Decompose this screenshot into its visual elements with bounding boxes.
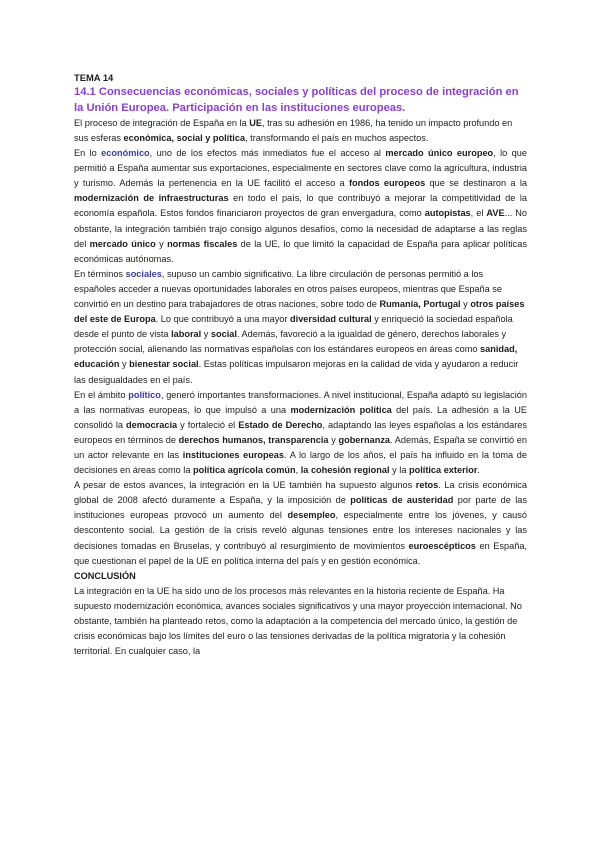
economic-keyword: económico: [101, 148, 150, 159]
political-paragraph: En el ámbito político, generó importantes transformaciones. A nivel institucional, España adaptó su legislación a las normativas europeas, lo que impulsó a una modernización política del país. La adhesión a la UE consolidó la democracia y fortaleció el Estado de Derecho, adaptando las leyes españolas a los estándares europeos en términos de derechos humanos, transparencia y gobernanza. Además, España se convirtió en un actor relevante en las instituciones europeas. A lo largo de los años, el país ha influido en la toma de decisiones en áreas como la política agrícola común, la cohesión regional y la política exterior.: [74, 389, 528, 476]
economic-paragraph: En lo económico, uno de los efectos más inmediatos fue el acceso al mercado único europeo, lo que permitió a España aumentar sus exportaciones, especialmente en sectores clave como la agricultura, industria y turismo. Además la pertenencia en la UE facilitó el acceso a fondos europeos que se destinaron a la modernización de infraestructuras en todo el país, lo que contribuyó a mejorar la competitividad de la economía española. Estos fondos financiaron proyectos de gran envergadura, como autopistas, el AVE... No obstante, la integración también trajo consigo algunos desafíos, como la necesidad de adaptarse a las reglas del mercado único y normas fiscales de la UE, lo que limitó la capacidad de España para aplicar políticas económicas autónomas.: [74, 148, 527, 264]
conclusion-heading: CONCLUSIÓN: [74, 570, 136, 581]
section-title: 14.1 Consecuencias económicas, sociales y políticas del proceso de integración en la Unión Europea. Participación en las instituciones europeas.: [74, 86, 519, 114]
social-paragraph: En términos sociales, supuso un cambio significativo. La libre circulación de personas permitió a los españoles acceder a nuevas oportunidades laborales en otros países europeos, mientras que España se convirtió en un destino para trabajadores de otras naciones, sobre todo de Rumanía, Portugal y otros países del este de Europa. Lo que contribuyó a una mayor diversidad cultural y enriqueció la sociedad española desde el punto de vista laboral y social. Además, favoreció a la igualdad de género, derechos laborales y protección social, alienando las normativas españolas con los estándares europeos en áreas como sanidad, educación y bienestar social. Estas políticas impulsaron mejoras en la calidad de vida y ayudaron a reducir las desigualdades en el país.: [74, 268, 525, 385]
topic-label: TEMA 14: [74, 72, 114, 83]
social-keyword: sociales: [125, 268, 162, 279]
challenges-paragraph: A pesar de estos avances, la integración en la UE también ha supuesto algunos retos. La crisis económica global de 2008 afectó duramente a España, y la imposición de políticas de austeridad por parte de las instituciones europeas provocó un aumento del desempleo, especialmente entre los jóvenes, y causó descontento social. La gestión de la crisis reveló algunas tensiones entre los intereses nacionales y las decisiones tomadas en Bruselas, y contribuyó al resurgimiento de movimientos euroescépticos en España, que cuestionan el papel de la UE en política interna del país y en gestión económica.: [74, 480, 527, 566]
intro-paragraph: El proceso de integración de España en la UE, tras su adhesión en 1986, ha tenido un impacto profundo en sus esferas económica, social y política, transformando el país en muchos aspectos.: [74, 117, 513, 143]
conclusion-paragraph: La integración en la UE ha sido uno de los procesos más relevantes en la historia reciente de España. Ha supuesto modernización económica, avances sociales significativos y una mayor proyección internacional. No obstante, también ha planteado retos, como la adaptación a la competencia del mercado único, la gestión de crisis económicas bajo los límites del euro o las tensiones derivadas de la política migratoria y la cohesión territorial. En cualquier caso, la: [74, 585, 522, 657]
document-body: [74, 70, 527, 659]
political-keyword: político: [128, 389, 161, 400]
